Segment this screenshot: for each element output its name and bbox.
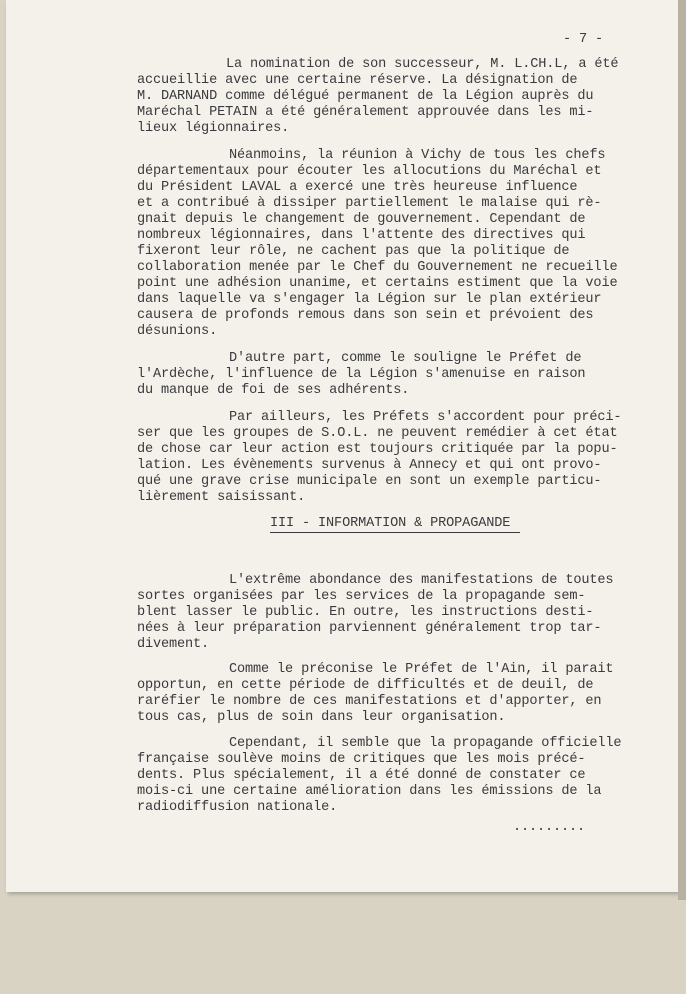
text-line: départementaux pour écouter les allocutions du Maréchal et <box>137 164 602 179</box>
text-line: nombreux légionnaires, dans l'attente des directives qui <box>137 228 586 243</box>
text-line: l'Ardèche, l'influence de la Légion s'amenuise en raison <box>137 367 586 382</box>
section-heading: III - INFORMATION & PROPAGANDE <box>270 516 511 531</box>
continuation-marker: ......... <box>513 820 586 835</box>
text-line: lièrement saisissant. <box>137 490 306 505</box>
text-line: française soulève moins de critiques que les mois précé- <box>137 752 586 767</box>
text-line: accueillie avec une certaine réserve. La désignation de <box>137 73 578 88</box>
text-line: fixeront leur rôle, ne cachent pas que la politique de <box>137 244 570 259</box>
text-line: divement. <box>137 637 210 652</box>
text-line: du Président LAVAL a exercé une très heureuse influence <box>137 180 578 195</box>
page-number: - 7 - <box>563 32 604 47</box>
scan-edge <box>678 0 686 900</box>
text-line: nées à leur préparation parviennent généralement trop tar- <box>137 621 602 636</box>
text-line: point une adhésion unanime, et certains estiment que la voie <box>137 276 618 291</box>
text-line: sortes organisées par les services de la propagande sem- <box>137 589 586 604</box>
text-line: blent lasser le public. En outre, les instructions desti- <box>137 605 594 620</box>
text-line: La nomination de son successeur, M. L.CH.L, a été <box>226 57 619 72</box>
text-line: opportun, en cette période de difficultés et de deuil, de <box>137 678 594 693</box>
text-line: raréfier le nombre de ces manifestations et d'apporter, en <box>137 694 602 709</box>
text-line: lieux légionnaires. <box>137 121 290 136</box>
text-line: M. DARNAND comme délégué permanent de la Légion auprès du <box>137 89 594 104</box>
text-line: causera de profonds remous dans son sein et prévoient des <box>137 308 594 323</box>
text-line: Par ailleurs, les Préfets s'accordent pour préci- <box>229 410 622 425</box>
text-line: Comme le préconise le Préfet de l'Ain, il parait <box>229 662 614 677</box>
heading-underline <box>270 532 520 533</box>
text-line: gnait depuis le changement de gouvernement. Cependant de <box>137 212 586 227</box>
text-line: et a contribué à dissiper partiellement le malaise qui rè- <box>137 196 602 211</box>
text-line: lation. Les évènements survenus à Annecy et qui ont provo- <box>137 458 602 473</box>
text-line: tous cas, plus de soin dans leur organisation. <box>137 710 506 725</box>
text-line: D'autre part, comme le souligne le Préfet de <box>229 351 582 366</box>
text-line: Néanmoins, la réunion à Vichy de tous les chefs <box>229 148 606 163</box>
text-line: qué une grave crise municipale en sont un exemple particu- <box>137 474 602 489</box>
text-line: L'extrême abondance des manifestations de toutes <box>229 573 614 588</box>
text-line: Cependant, il semble que la propagande officielle <box>229 736 622 751</box>
text-line: collaboration menée par le Chef du Gouvernement ne recueille <box>137 260 618 275</box>
text-line: dents. Plus spécialement, il a été donné de constater ce <box>137 768 586 783</box>
text-line: ser que les groupes de S.O.L. ne peuvent remédier à cet état <box>137 426 618 441</box>
text-line: du manque de foi de ses adhérents. <box>137 383 410 398</box>
text-line: Maréchal PETAIN a été généralement approuvée dans les mi- <box>137 105 594 120</box>
text-line: dans laquelle va s'engager la Légion sur le plan extérieur <box>137 292 602 307</box>
text-line: de chose car leur action est toujours critiquée par la popu- <box>137 442 618 457</box>
text-line: mois-ci une certaine amélioration dans les émissions de la <box>137 784 602 799</box>
text-line: radiodiffusion nationale. <box>137 800 338 815</box>
text-line: désunions. <box>137 324 218 339</box>
